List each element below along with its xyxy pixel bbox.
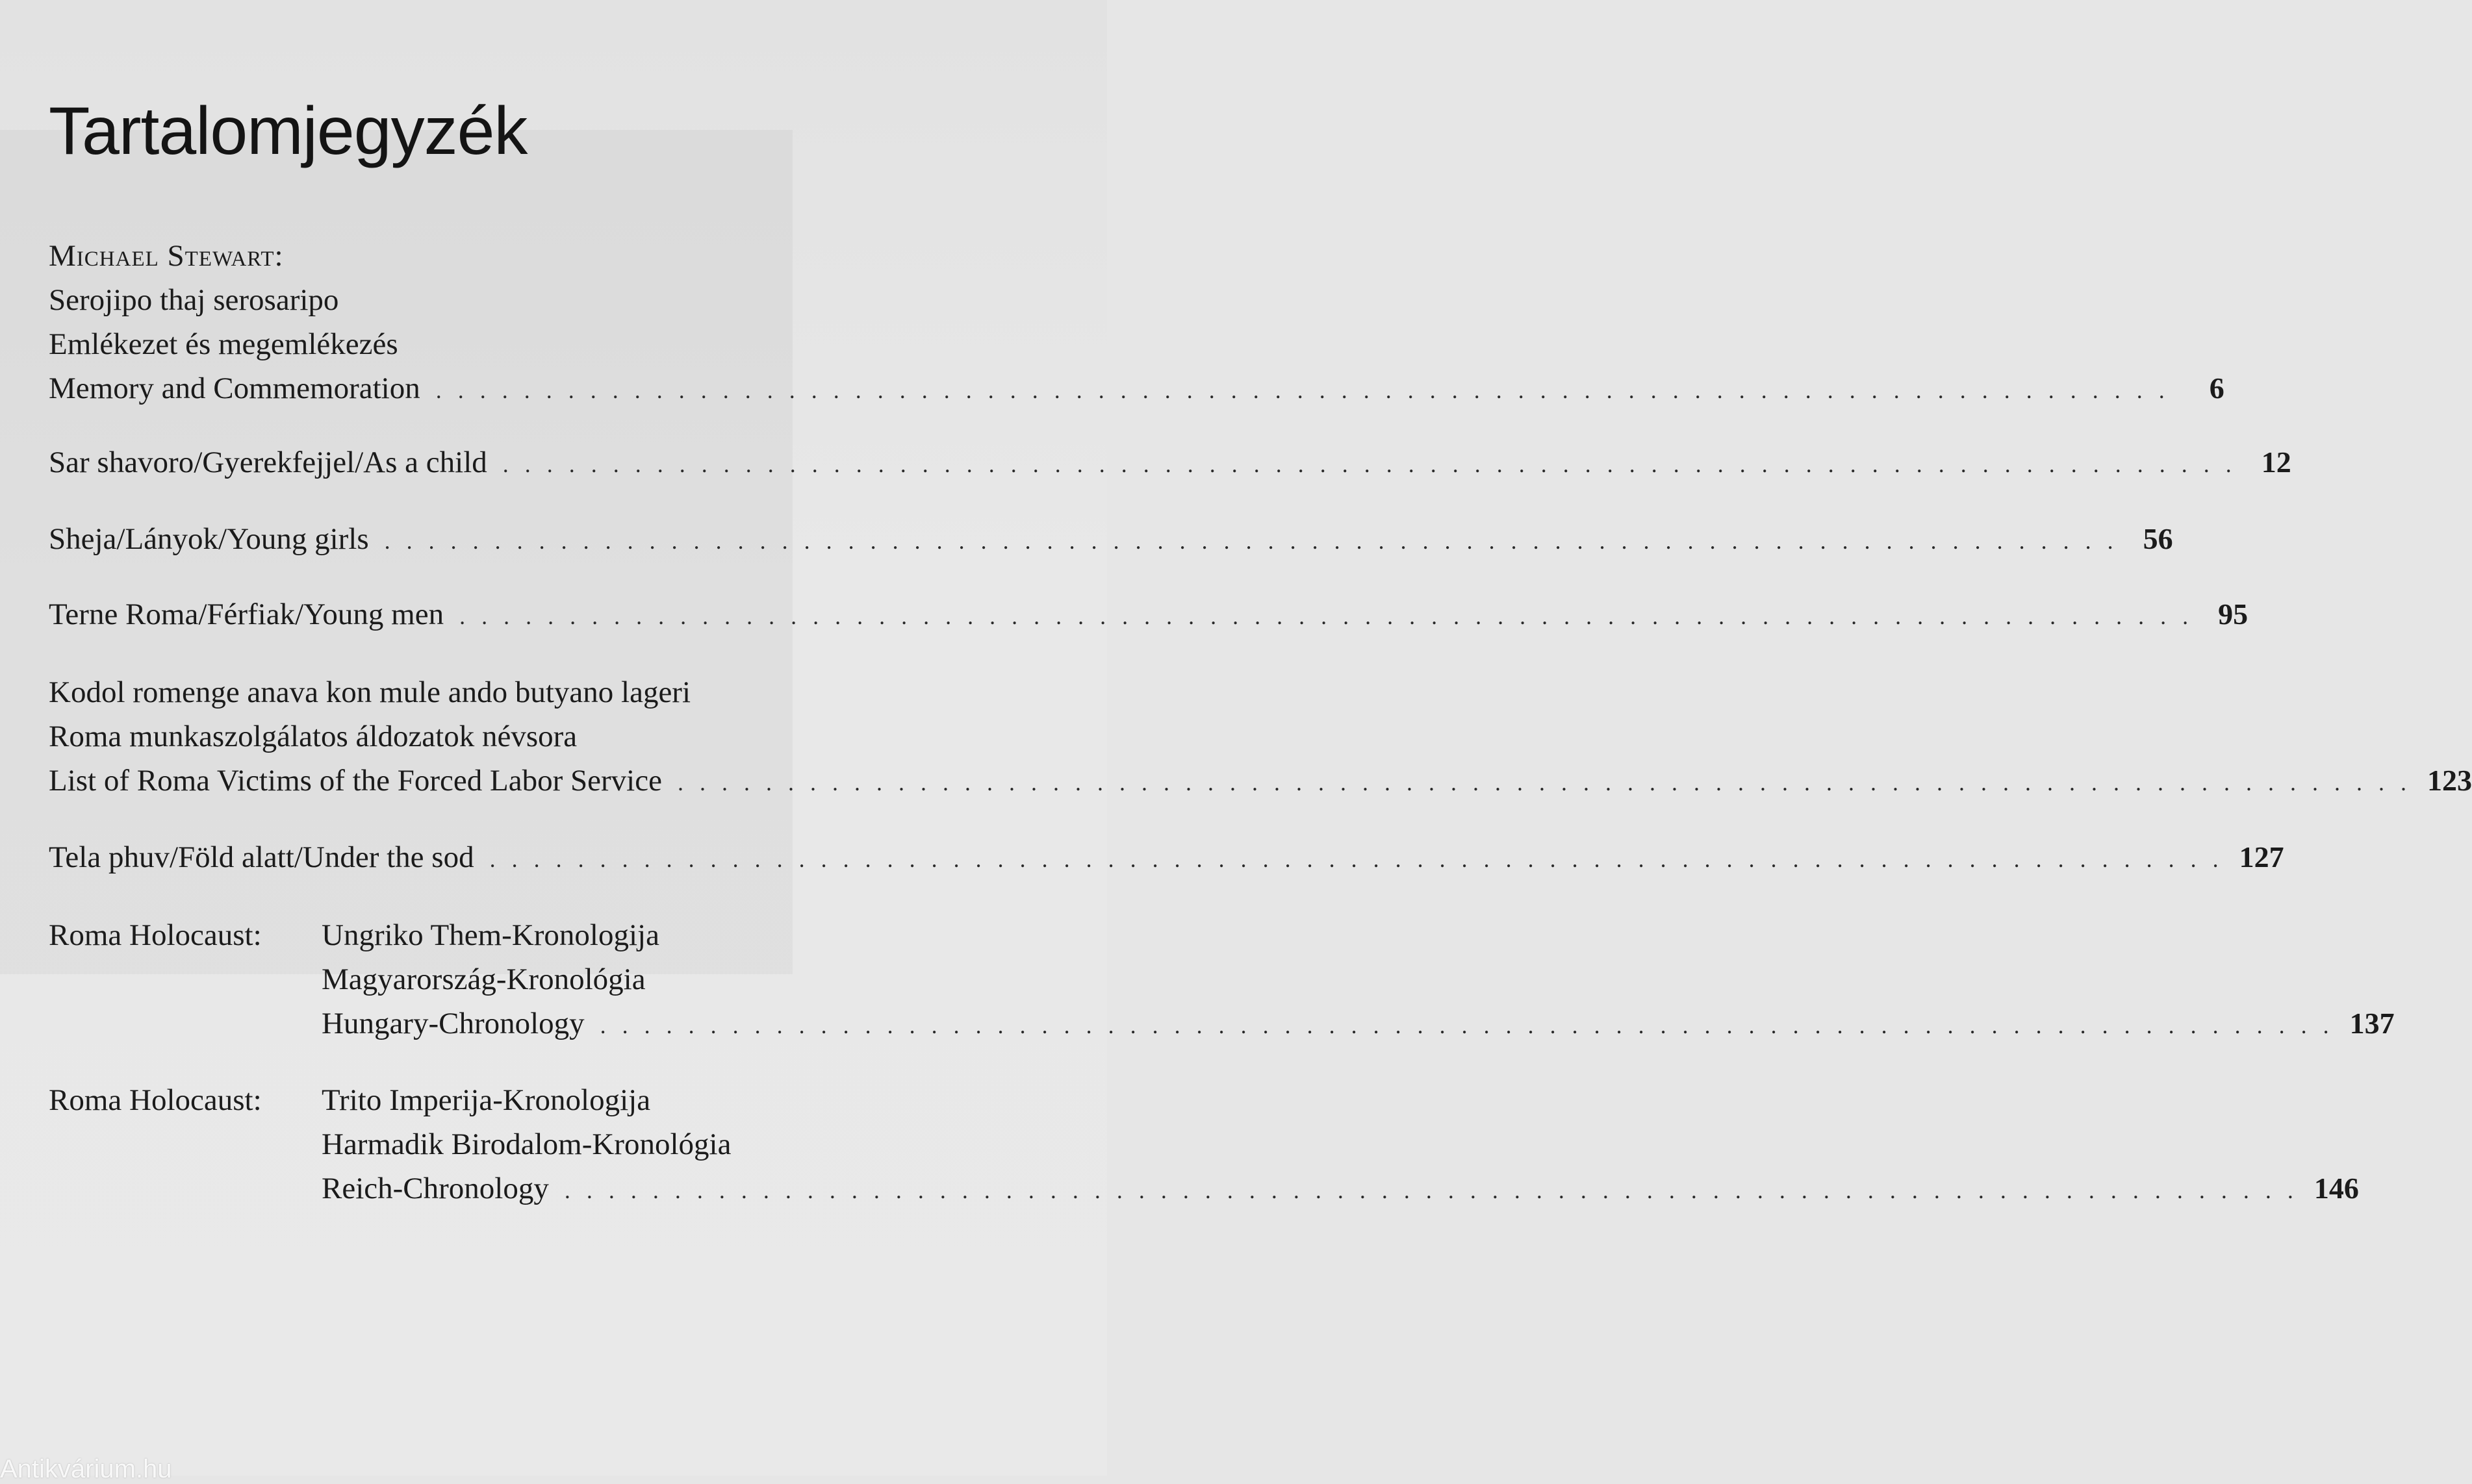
toc-entry-line: Roma munkaszolgálatos áldozatok névsora <box>49 720 578 753</box>
toc-entry-reich-chronology <box>49 1078 2359 1211</box>
toc-entry-final-line <box>49 835 2284 879</box>
toc-page-number: 56 <box>2143 522 2173 555</box>
dot-leader <box>436 368 2170 412</box>
toc-page-number: 137 <box>2349 1007 2395 1040</box>
toc-entry-final-line <box>322 1166 2359 1211</box>
toc-entry-young-girls <box>49 517 2173 561</box>
toc-entry-title: Tela phuv/Föld alatt/Under the sod <box>49 840 474 874</box>
toc-page-number: 123 <box>2427 764 2472 797</box>
dot-leader <box>490 837 2224 881</box>
toc-page-number: 146 <box>2313 1172 2359 1205</box>
holocaust-block <box>49 913 2395 1046</box>
toc-entry-lines <box>322 913 2395 1046</box>
toc-page-number: 6 <box>2209 371 2224 405</box>
dot-leader <box>459 594 2193 638</box>
toc-entry-line: Trito Imperija-Kronologija <box>322 1083 651 1117</box>
toc-entry-final-line <box>322 1001 2395 1046</box>
toc-entry-under-the-sod <box>49 835 2284 879</box>
toc-entry-final-line <box>49 366 2224 410</box>
toc-entry-young-men <box>49 592 2249 636</box>
toc-entry-title: Sar shavoro/Gyerekfejjel/As a child <box>49 446 487 479</box>
toc-entry-final-line <box>49 759 2472 803</box>
toc-page-number: 127 <box>2239 840 2284 874</box>
toc-entry-title: Sheja/Lányok/Young girls <box>49 522 369 556</box>
toc-entry-line: Kodol romenge anava kon mule ando butyano lageri <box>49 675 691 709</box>
toc-entry-title: Terne Roma/Férfiak/Young men <box>49 597 444 631</box>
dot-leader <box>600 1003 2334 1048</box>
toc-entry-label: Roma Holocaust: <box>49 1083 262 1117</box>
dot-leader <box>678 761 2412 805</box>
toc-entry-final-line <box>49 592 2249 636</box>
toc-entry-title: List of Roma Victims of the Forced Labor Service <box>49 764 662 798</box>
toc-entry-title: Hungary-Chronology <box>322 1007 585 1040</box>
toc-entry-final-line <box>49 440 2291 484</box>
toc-entry-line: Harmadik Birodalom-Kronológia <box>322 1127 732 1161</box>
toc-author: Michael Stewart: <box>49 239 284 273</box>
toc-entry-label: Roma Holocaust: <box>49 918 262 952</box>
toc-page-number: 12 <box>2261 446 2291 479</box>
toc-entry-title: Memory and Commemoration <box>49 371 420 405</box>
toc-entry-memory <box>49 234 2224 410</box>
holocaust-block <box>49 1078 2359 1211</box>
toc-entry-line: Emlékezet és megemlékezés <box>49 327 398 361</box>
toc-entry-final-line <box>49 517 2173 561</box>
toc-entry-lines <box>322 1078 2359 1211</box>
toc-page-number: 95 <box>2218 597 2249 631</box>
dot-leader <box>565 1168 2299 1213</box>
toc-entry-line: Ungriko Them-Kronologija <box>322 918 659 952</box>
toc-entry-title: Reich-Chronology <box>322 1172 549 1205</box>
toc-entry-line: Magyarország-Kronológia <box>322 962 646 996</box>
page-title: Tartalomjegyzék <box>49 94 528 169</box>
toc-entry-as-a-child <box>49 440 2291 484</box>
toc-entry-line: Serojipo thaj serosaripo <box>49 283 339 317</box>
dot-leader <box>503 442 2237 486</box>
dot-leader <box>385 519 2119 563</box>
toc-entry-victims-list <box>49 670 2472 803</box>
toc-entry-hungary-chronology <box>49 913 2395 1046</box>
watermark: Antikvárium.hu <box>0 1455 172 1483</box>
